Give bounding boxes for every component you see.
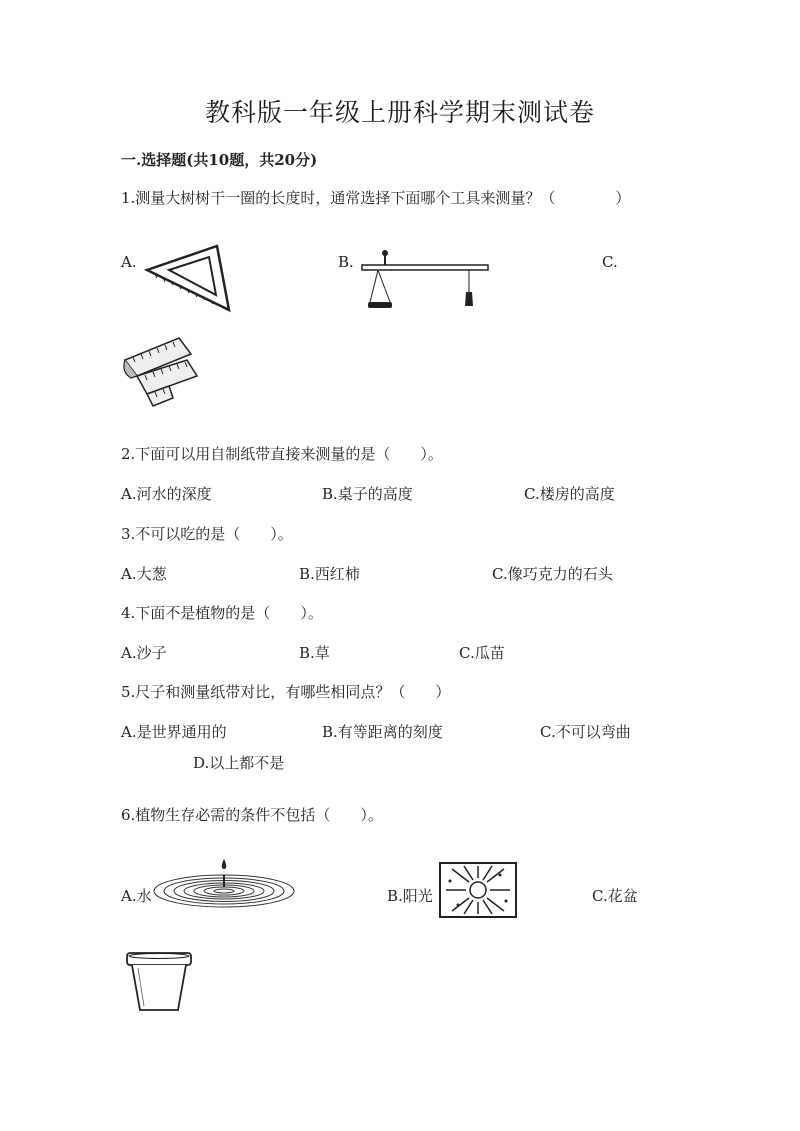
sunlight-icon: [438, 861, 518, 919]
question-4-stem: 4.下面不是植物的是（ ）。: [121, 604, 323, 622]
q4-option-a[interactable]: A.沙子: [121, 644, 167, 662]
question-1-stem: 1.测量大树树干一圈的长度时，通常选择下面哪个工具来测量？（ ）: [121, 189, 631, 207]
q5-option-a[interactable]: A.是世界通用的: [121, 723, 227, 741]
q5-option-d[interactable]: D.以上都不是: [193, 754, 285, 772]
q6-option-a-label[interactable]: A.水: [121, 887, 152, 905]
question-5-stem: 5.尺子和测量纸带对比，有哪些相同点？（ ）: [121, 683, 451, 701]
water-ripple-icon: [152, 855, 312, 915]
q2-option-c[interactable]: C.楼房的高度: [524, 485, 615, 503]
page-title: 教科版一年级上册科学期末测试卷: [204, 98, 595, 127]
q2-option-b[interactable]: B.桌子的高度: [322, 485, 413, 503]
q3-option-c[interactable]: C.像巧克力的石头: [492, 565, 613, 583]
q1-option-c-label[interactable]: C.: [602, 253, 618, 271]
question-2-stem: 2.下面可以用自制纸带直接来测量的是（ ）。: [121, 445, 443, 463]
q6-option-b-label[interactable]: B.阳光: [387, 887, 433, 905]
q1-option-b-label[interactable]: B.: [338, 253, 354, 271]
q3-option-b[interactable]: B.西红柿: [299, 565, 360, 583]
q1-option-a-label[interactable]: A.: [121, 253, 137, 271]
section-heading: 一.选择题(共10题，共20分): [121, 151, 318, 169]
tape-measure-icon: [121, 332, 201, 412]
balance-scale-icon: [358, 248, 492, 314]
q5-option-b[interactable]: B.有等距离的刻度: [322, 723, 443, 741]
q6-option-c-label[interactable]: C.花盆: [592, 887, 638, 905]
q2-option-a[interactable]: A.河水的深度: [121, 485, 212, 503]
q3-option-a[interactable]: A.大葱: [121, 565, 167, 583]
flower-pot-icon: [124, 950, 194, 1014]
question-3-stem: 3.不可以吃的是（ ）。: [121, 525, 293, 543]
question-6-stem: 6.植物生存必需的条件不包括（ ）。: [121, 806, 383, 824]
triangle-ruler-icon: [143, 240, 235, 314]
q4-option-c[interactable]: C.瓜苗: [459, 644, 505, 662]
q4-option-b[interactable]: B.草: [299, 644, 330, 662]
q5-option-c[interactable]: C.不可以弯曲: [540, 723, 631, 741]
